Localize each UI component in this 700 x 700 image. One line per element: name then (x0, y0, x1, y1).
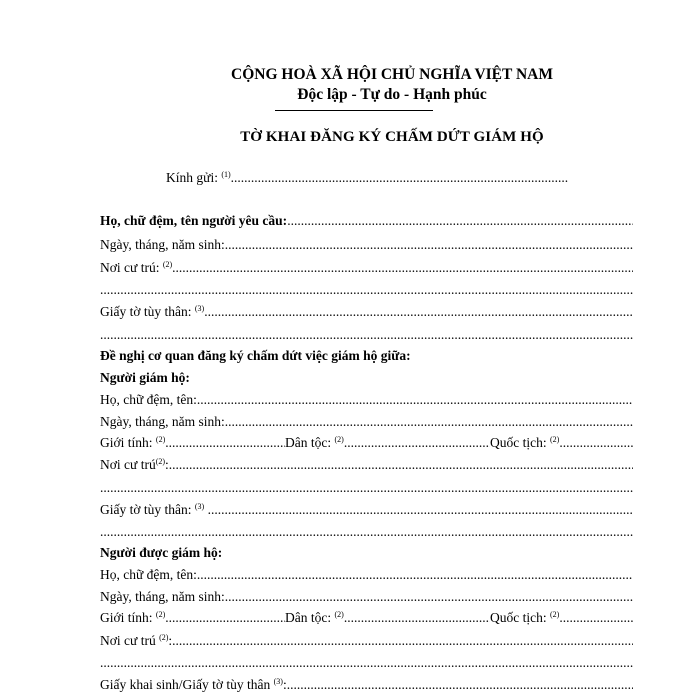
guardian-residence-field[interactable] (169, 457, 633, 473)
ward-dob-row (100, 589, 633, 605)
requester-id-row (100, 304, 633, 320)
requester-residence-line-2 (100, 282, 633, 298)
guardian-id-field[interactable] (208, 502, 633, 518)
guardian-residence-label: Nơi cư trú$^{(2)}$: (100, 457, 169, 472)
guardian-gender-field[interactable] (165, 435, 285, 451)
ward-ethnicity-field[interactable] (344, 610, 490, 626)
guardian-gender-row (100, 435, 633, 451)
guardian-dob-field[interactable] (225, 414, 633, 430)
ward-name-row (100, 567, 633, 583)
guardian-heading: Người giám hộ: (100, 370, 190, 385)
ward-id-label: Giấy khai sinh/Giấy tờ tùy thân $^{(3)}$: (100, 677, 287, 692)
guardian-dob-label: Ngày, tháng, năm sinh: (100, 414, 225, 429)
ward-nationality-field[interactable] (559, 610, 633, 626)
ward-name-label: Họ, chữ đệm, tên: (100, 567, 197, 582)
requester-id-label: Giấy tờ tùy thân: $^{(3)}$ (100, 304, 205, 319)
requester-name-field[interactable] (287, 213, 633, 229)
ward-residence-field[interactable] (172, 633, 633, 649)
requester-residence-field-2[interactable] (100, 282, 633, 298)
guardian-ethnicity-group (285, 435, 490, 451)
ward-gender-row (100, 610, 633, 626)
guardian-id-label: Giấy tờ tùy thân: $^{(3)}$ (100, 502, 205, 517)
requester-residence-field[interactable] (172, 260, 633, 276)
requester-residence-label: Nơi cư trú: $^{(2)}$ (100, 260, 173, 275)
guardian-id-field-2[interactable] (100, 524, 633, 540)
guardian-name-label: Họ, chữ đệm, tên: (100, 392, 197, 407)
request-statement: Đề nghị cơ quan đăng ký chấm dứt việc giám hộ giữa: (100, 348, 411, 363)
guardian-id-line-2 (100, 524, 633, 540)
ward-residence-line-2 (100, 655, 633, 671)
guardian-nationality-field[interactable] (559, 435, 633, 451)
requester-dob-label: Ngày, tháng, năm sinh: (100, 237, 225, 252)
guardian-gender-group (100, 435, 285, 451)
motto-header: Độc lập - Tự do - Hạnh phúc (297, 86, 487, 103)
ward-nationality-label: Quốc tịch: $^{(2)}$ (490, 610, 560, 625)
header-underline (275, 110, 433, 111)
ward-id-field[interactable] (287, 677, 633, 693)
guardian-gender-label: Giới tính: $^{(2)}$ (100, 435, 166, 450)
ward-ethnicity-label: Dân tộc: $^{(2)}$ (285, 610, 344, 625)
requester-name-row (100, 213, 633, 229)
guardian-ethnicity-label: Dân tộc: $^{(2)}$ (285, 435, 344, 450)
ward-gender-field[interactable] (165, 610, 285, 626)
ward-residence-row (100, 633, 633, 649)
guardian-residence-line-2 (100, 480, 633, 496)
guardian-name-field[interactable] (197, 392, 633, 408)
guardian-id-row (100, 502, 633, 518)
ward-gender-group (100, 610, 285, 626)
ward-residence-label: Nơi cư trú $^{(2)}$: (100, 633, 173, 648)
form-title: TỜ KHAI ĐĂNG KÝ CHẤM DỨT GIÁM HỘ (240, 129, 544, 145)
requester-id-field[interactable] (204, 304, 633, 320)
guardian-residence-field-2[interactable] (100, 480, 633, 496)
addressee-label: Kính gửi: $^{(1)}$ (166, 170, 231, 185)
ward-gender-label: Giới tính: $^{(2)}$ (100, 610, 166, 625)
guardian-dob-row (100, 414, 633, 430)
requester-name-label: Họ, chữ đệm, tên người yêu cầu: (100, 213, 288, 228)
requester-id-line-2 (100, 327, 633, 343)
addressee-field[interactable] (231, 170, 568, 186)
ward-heading: Người được giám hộ: (100, 545, 223, 560)
ward-id-row (100, 677, 633, 693)
country-header: CỘNG HOÀ XÃ HỘI CHỦ NGHĨA VIỆT NAM (231, 66, 553, 83)
ward-dob-field[interactable] (225, 589, 633, 605)
ward-name-field[interactable] (197, 567, 633, 583)
requester-dob-field[interactable] (225, 237, 633, 253)
requester-id-field-2[interactable] (100, 327, 633, 343)
ward-dob-label: Ngày, tháng, năm sinh: (100, 589, 225, 604)
guardian-ethnicity-field[interactable] (344, 435, 490, 451)
requester-dob-row (100, 237, 633, 253)
ward-residence-field-2[interactable] (100, 655, 633, 671)
ward-ethnicity-group (285, 610, 490, 626)
requester-residence-row (100, 260, 633, 276)
guardian-nationality-label: Quốc tịch: $^{(2)}$ (490, 435, 560, 450)
guardian-residence-row (100, 457, 633, 473)
guardian-name-row (100, 392, 633, 408)
addressee-row (166, 170, 568, 186)
